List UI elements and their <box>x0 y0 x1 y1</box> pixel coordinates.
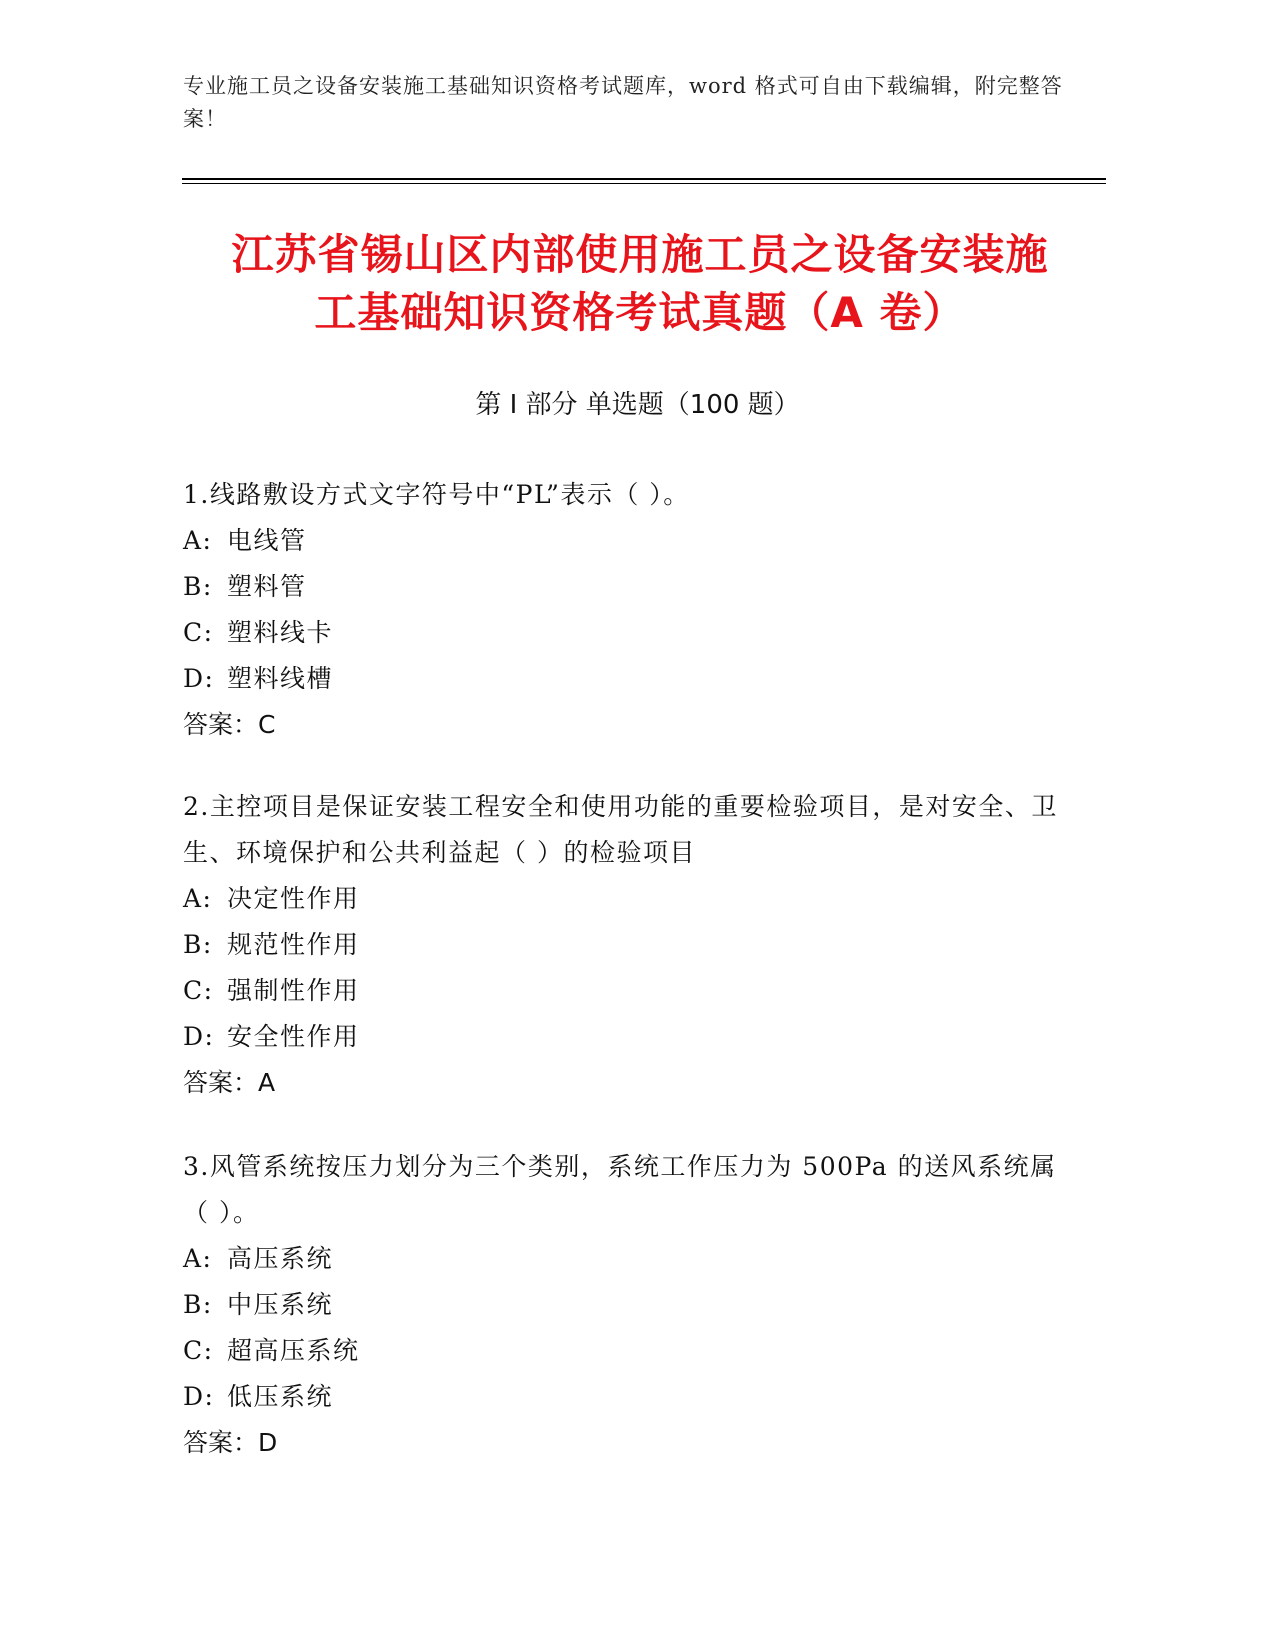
option-text: 强制性作用 <box>227 976 360 1005</box>
option-key: C: <box>183 1336 214 1365</box>
header-note: 专业施工员之设备安装施工基础知识资格考试题库，word 格式可自由下载编辑，附完整答案！ <box>183 74 1063 131</box>
option-text: 安全性作用 <box>227 1022 360 1051</box>
option-text: 低压系统 <box>227 1382 334 1411</box>
option-key: A: <box>183 1244 213 1273</box>
option-key: D: <box>183 1022 215 1051</box>
question-stem: 2.主控项目是保证安装工程安全和使用功能的重要检验项目，是对安全、卫生、环境保护和公共利益起（ ）的检验项目 <box>183 792 1058 867</box>
document-title-line-2: 工基础知识资格考试真题（A 卷） <box>314 288 966 337</box>
option-key: C: <box>183 976 214 1005</box>
option-key: B: <box>183 1290 213 1319</box>
option-text: 塑料线卡 <box>227 618 334 647</box>
option-a <box>183 876 1063 922</box>
option-key: C: <box>183 618 214 647</box>
option-d <box>183 1374 1063 1420</box>
option-text: 电线管 <box>227 526 307 555</box>
option-key: B: <box>183 572 213 601</box>
question-2 <box>183 784 1063 1106</box>
option-c <box>183 610 1063 656</box>
option-key: A: <box>183 884 213 913</box>
question-stem: 1.线路敷设方式文字符号中“PL”表示（ ）。 <box>183 480 690 509</box>
option-b <box>183 922 1063 968</box>
option-c <box>183 1328 1063 1374</box>
question-3 <box>183 1144 1063 1466</box>
option-key: A: <box>183 526 213 555</box>
header-divider-thin <box>182 183 1106 184</box>
option-a <box>183 518 1063 564</box>
option-text: 塑料管 <box>227 572 307 601</box>
option-d <box>183 1014 1063 1060</box>
option-key: D: <box>183 1382 215 1411</box>
option-a <box>183 1236 1063 1282</box>
answer-line: 答案：A <box>183 1068 276 1097</box>
answer-line: 答案：D <box>183 1428 278 1457</box>
option-text: 高压系统 <box>227 1244 334 1273</box>
option-key: B: <box>183 930 213 959</box>
option-text: 塑料线槽 <box>227 664 334 693</box>
header-divider-thick <box>182 178 1106 180</box>
answer-line: 答案：C <box>183 710 276 739</box>
option-b <box>183 1282 1063 1328</box>
document-title-line-1: 江苏省锡山区内部使用施工员之设备安装施 <box>231 230 1049 279</box>
document-title <box>150 226 1130 342</box>
option-b <box>183 564 1063 610</box>
option-key: D: <box>183 664 215 693</box>
option-d <box>183 656 1063 702</box>
question-stem: 3.风管系统按压力划分为三个类别，系统工作压力为 500Pa 的送风系统属（ ）。 <box>183 1152 1057 1227</box>
question-1 <box>183 472 1063 748</box>
option-text: 规范性作用 <box>227 930 360 959</box>
option-text: 决定性作用 <box>227 884 360 913</box>
option-text: 中压系统 <box>227 1290 334 1319</box>
option-text: 超高压系统 <box>227 1336 360 1365</box>
section-heading: 第 I 部分 单选题（100 题） <box>475 390 800 420</box>
option-c <box>183 968 1063 1014</box>
